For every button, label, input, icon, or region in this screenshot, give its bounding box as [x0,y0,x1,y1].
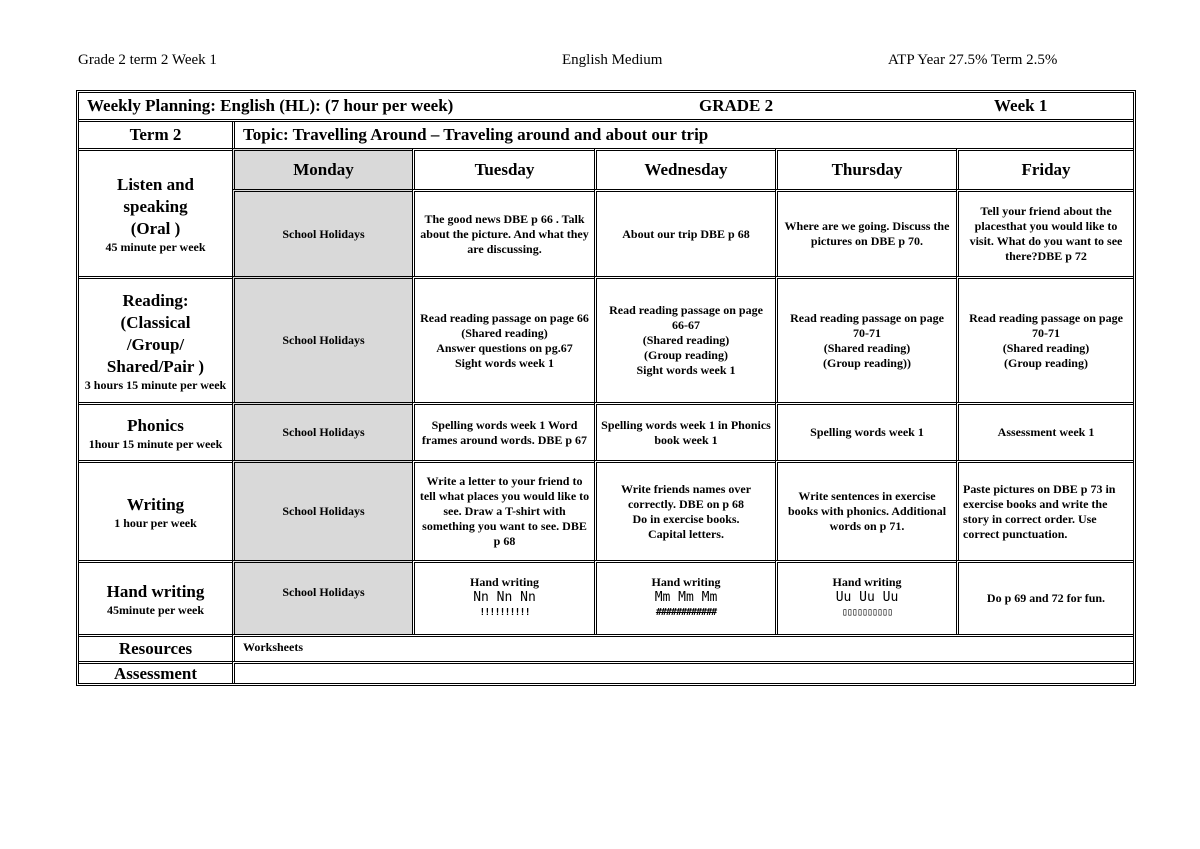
handwriting-time: 45minute per week [106,602,205,617]
resources-value: Worksheets [232,634,1133,661]
reading-label-line-2: (Classical [120,312,191,332]
writing-wednesday-line-2: Do in exercise books. [632,511,740,526]
phonics-label-text: Phonics [127,415,184,435]
handwriting-label-text: Hand writing [106,581,205,601]
writing-time: 1 hour per week [114,515,197,530]
day-thursday: Thursday [775,148,956,189]
writing-tuesday: Write a letter to your friend to tell what places you would like to see. Draw a T-shirt with something you want to see. DBE p 68 [412,460,594,560]
reading-tuesday-line-3: Answer questions on pg.67 [436,340,573,355]
resources-label: Resources [79,634,232,661]
listen-label-line-1: Listen and [117,174,194,194]
handwriting-tuesday [412,560,594,634]
reading-wednesday-line-2: (Shared reading) [642,333,730,347]
writing-wednesday-line-1: Write friends names over correctly. DBE on p 68 [620,481,752,511]
phonics-tuesday: Spelling words week 1 Word frames around words. DBE p 67 [412,402,594,460]
listen-tuesday: The good news DBE p 66 . Talk about the picture. And what they are discussing. [412,189,594,276]
reading-friday-line-3: (Group reading) [1004,355,1088,370]
day-monday: Monday [232,148,412,189]
assessment-value [232,661,1133,683]
header-grade-term: Grade 2 term 2 Week 1 [78,52,217,68]
reading-friday-line-2: (Shared reading) [1002,340,1090,355]
reading-label-line-3: /Group/ [126,334,185,354]
handwriting-thursday-title: Hand writing [832,575,902,589]
reading-thursday-line-2: (Shared reading) [823,340,911,355]
handwriting-wednesday-letters: Mm Mm Mm [654,590,718,605]
reading-label-line-4: Shared/Pair ) [106,356,205,376]
handwriting-thursday [775,560,956,634]
week-title: Week 1 [994,96,1048,115]
writing-friday: Paste pictures on DBE p 73 in exercise books and write the story in correct order. Use correct punctuation. [956,460,1133,560]
grade-title: GRADE 2 [699,96,774,115]
page-header [78,52,1088,72]
handwriting-label [79,560,232,634]
reading-tuesday [412,276,594,402]
handwriting-wednesday-title: Hand writing [651,575,721,589]
reading-monday: School Holidays [232,276,412,402]
phonics-thursday: Spelling words week 1 [775,402,956,460]
listen-time: 45 minute per week [105,239,206,254]
writing-monday: School Holidays [232,460,412,560]
writing-thursday: Write sentences in exercise books with phonics. Additional words on p 71. [775,460,956,560]
listen-wednesday: About our trip DBE p 68 [594,189,775,276]
handwriting-tuesday-title: Hand writing [469,575,539,589]
handwriting-tuesday-letters: Nn Nn Nn [473,590,536,605]
handwriting-thursday-pattern: ▯▯▯▯▯▯▯▯▯▯ [841,607,893,618]
handwriting-thursday-letters: Uu Uu Uu [835,590,899,605]
listen-monday: School Holidays [232,189,412,276]
planning-title: Weekly Planning: English (HL): (7 hour per week) [87,96,454,115]
weekly-planning-table [76,90,1136,686]
phonics-friday: Assessment week 1 [956,402,1133,460]
title-row [79,93,1133,119]
reading-thursday-line-3: (Group reading)) [823,355,911,370]
day-friday: Friday [956,148,1133,189]
reading-thursday [775,276,956,402]
day-wednesday: Wednesday [594,148,775,189]
reading-wednesday-line-3: (Group reading) [644,348,728,362]
reading-friday-line-1: Read reading passage on page 70-71 [969,310,1123,340]
reading-wednesday-line-1: Read reading passage on page 66-67 [609,303,763,332]
writing-label [79,460,232,560]
listen-label-line-2: speaking [123,196,188,216]
term-cell: Term 2 [129,125,182,144]
listen-label [79,148,232,276]
header-medium: English Medium [562,52,663,68]
listen-label-line-3: (Oral ) [130,218,181,238]
reading-friday [956,276,1133,402]
assessment-label: Assessment [79,661,232,683]
reading-thursday-line-1: Read reading passage on page 70-71 [790,310,944,340]
handwriting-monday: School Holidays [232,560,412,634]
reading-wednesday [594,276,775,402]
writing-label-text: Writing [126,494,185,514]
topic-cell: Topic: Travelling Around – Traveling around and about our trip [232,122,1133,148]
handwriting-tuesday-pattern: !!!!!!!!!! [479,607,530,618]
writing-wednesday [594,460,775,560]
handwriting-friday: Do p 69 and 72 for fun. [956,560,1133,634]
reading-tuesday-line-1: Read reading passage on page 66 [420,310,589,325]
reading-tuesday-line-4: Sight words week 1 [454,355,554,370]
handwriting-wednesday [594,560,775,634]
handwriting-wednesday-pattern: ############ [655,607,717,618]
header-atp: ATP Year 27.5% Term 2.5% [888,52,1058,68]
topic-row [79,119,1133,148]
day-tuesday: Tuesday [412,148,594,189]
phonics-label [79,402,232,460]
listen-friday: Tell your friend about the placesthat you would like to visit. What do you want to see there?DBE p 72 [956,189,1133,276]
phonics-wednesday: Spelling words week 1 in Phonics book week 1 [594,402,775,460]
phonics-monday: School Holidays [232,402,412,460]
reading-label-line-1: Reading: [122,290,189,310]
reading-tuesday-line-2: (Shared reading) [461,325,548,340]
reading-time: 3 hours 15 minute per week [84,377,227,392]
reading-label [79,276,232,402]
writing-wednesday-line-3: Capital letters. [648,526,724,541]
listen-thursday: Where are we going. Discuss the pictures on DBE p 70. [775,189,956,276]
phonics-time: 1hour 15 minute per week [88,436,223,451]
reading-wednesday-line-4: Sight words week 1 [636,363,736,377]
